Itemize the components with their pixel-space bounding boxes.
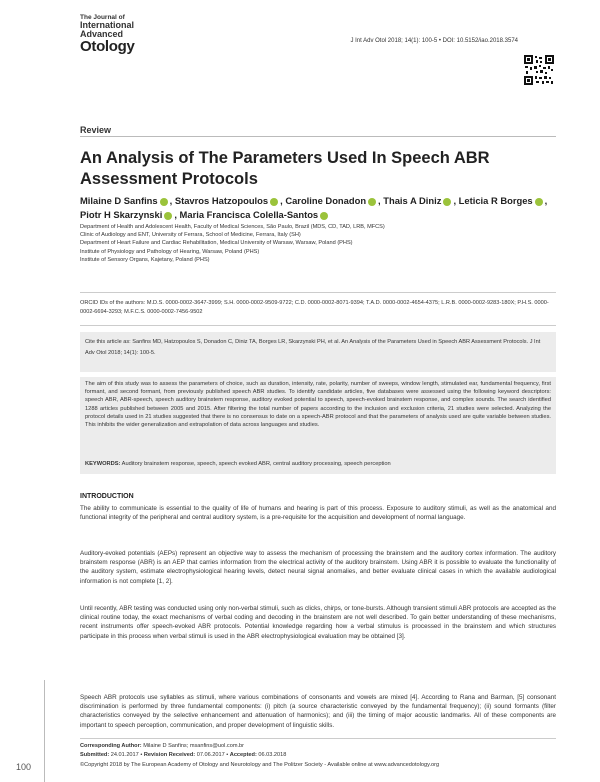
keywords xyxy=(85,461,551,467)
page-number: 100 xyxy=(16,762,32,772)
logo-line3: Advanced xyxy=(80,29,124,39)
margin-rule xyxy=(44,680,45,782)
journal-citation: J Int Adv Otol 2018; 14(1): 100-5 • DOI: 10.5152/iao.2018.3574 xyxy=(350,38,518,44)
footer-divider xyxy=(80,738,556,739)
divider xyxy=(80,292,556,293)
paragraph: The ability to communicate is essential to the quality of life of humans and hearing is part of this process. Exposure to auditory stimuli, as well as the anatomical and functional integrity of the peripheral and central auditory system, is a pre-requisite for the acquisition and development of normal language. xyxy=(80,505,556,522)
author-name: Leticia R Borges xyxy=(458,195,533,206)
author-name: Thais A Diniz xyxy=(383,195,442,206)
logo-line2: International xyxy=(80,20,135,30)
corresponding-author xyxy=(80,742,556,750)
orcid-icon[interactable] xyxy=(443,198,451,206)
author-name: Milaine D Sanfins xyxy=(80,195,158,206)
author-separator: , xyxy=(453,195,459,206)
orcid-ids: ORCID IDs of the authors: M.D.S. 0000-0002-3647-3999; S.H. 0000-0002-9509-9722; C.D. 0000-0002-8071-9394; T.A.D. 0000-0002-4654-4375; L.R.B. 0000-0002-9283-180X; P.H.S. 0000-0002-6694-3293; M.F.C.S. 0000-0002-7456-9502 xyxy=(80,300,549,315)
affiliation-item: Department of Health and Adolescent Health, Faculty of Medical Sciences, São Paulo, Brazil (MDS, CD, TAD, LRB, MFCS) xyxy=(80,224,385,230)
affiliation-item: Institute of Sensory Organs, Kajetany, Poland (PHS) xyxy=(80,256,210,263)
revision-value: 07.06.2017 • xyxy=(195,752,230,758)
orcid-icon[interactable] xyxy=(164,212,172,220)
orcid-icon[interactable] xyxy=(270,198,278,206)
affiliation-item: Institute of Physiology and Pathology of Hearing, Warsaw, Poland (PHS) xyxy=(80,248,260,255)
qr-code-icon[interactable] xyxy=(524,55,554,85)
author-name: Caroline Donadon xyxy=(285,195,367,206)
divider xyxy=(80,325,556,326)
orcid-icon[interactable] xyxy=(320,212,328,220)
accepted-label: Accepted: xyxy=(229,752,257,758)
logo-line4: Otology xyxy=(80,38,135,55)
keywords-list: Auditory brainstem response, speech, speech evoked ABR, central auditory processing, speech perception xyxy=(120,461,391,467)
affiliation-item: Clinic of Audiology and ENT, University of Ferrara, School of Medicine, Ferrara, Italy (SH) xyxy=(80,232,301,239)
orcid-icon[interactable] xyxy=(535,198,543,206)
author-list xyxy=(80,194,550,222)
submitted-label: Submitted: xyxy=(80,752,110,758)
copyright: ©Copyright 2018 by The European Academy of Otology and Neurotology and The Politzer Society - Available online at www.advancedotology.org xyxy=(80,762,440,768)
submitted-value: 24.01.2017 • xyxy=(109,752,144,758)
abstract-text: The aim of this study was to assess the parameters of choice, such as duration, intensity, rate, polarity, number of sweeps, window length, stimulated ear, fundamental frequency, first formant, and second formant, from previously published speech ABR studies. To identify candidate articles, five databases were assessed using the following keyword descriptors: speech ABR, ABR-speech, speech auditory brainstem response, auditory evoked potential to speech, speech-evoked brainstem response, and complex sounds. The search identified 1288 articles published between 2005 and 2015. After filtering the total number of papers according to the inclusion and exclusion criteria, 21 studies were selected. Analyzing the protocol details used in 21 studies suggested that there is no consensus to date on a speech-ABR protocol and that the parameters of analysis used are quite variable between studies. This inhibits the wider generalization and extrapolation of data across languages and studies. xyxy=(85,381,551,429)
orcid-icon[interactable] xyxy=(368,198,376,206)
accepted-value: 06.03.2018 xyxy=(256,752,287,758)
author-name: Stavros Hatzopoulos xyxy=(174,195,269,206)
affiliations xyxy=(80,223,550,264)
paragraph: Until recently, ABR testing was conducted using only non-verbal stimuli, such as clicks, chirps, or tone-bursts. Although transient stimuli ABR protocols are accepted as the clinical routine today, the exact mechanisms of verbal coding and decoding in the brainstem are not well described. To gain better understanding of these mechanisms, recent instruments offer speech-evoked ABR protocols. Potential knowledge regarding how a verbal stimulus is processed in the brainstem and which structures participate in this process when verbal stimuli is used in the ABR electrophysiological evaluation may be obtained [3]. xyxy=(80,605,556,640)
cite-as-text: Cite this article as: Sanfins MD, Hatzopoulos S, Donadon C, Diniz TA, Borges LR, Skarzynski PH, et al. An Analysis of the Parameters Used in Speech ABR Assessment Protocols. J Int Adv Otol 2018; 14(1): 100-5. xyxy=(85,339,541,356)
intro-heading: INTRODUCTION xyxy=(80,493,134,500)
paragraph: Speech ABR protocols use syllables as stimuli, where various combinations of consonants and vowels are mixed [4]. According to Rana and Barman, [5] consonant discrimination is performed by three fundamental components: (i) pitch (a source characteristic conveyed by the fundamental frequency); (ii) sound formants (filter characteristics conveyed by the selective enhancement and attenuation of harmonics); and (iii) the timing of major acoustic landmarks. All of these components are important to speech perception, communication, and proper development of linguistic skills. xyxy=(80,694,556,729)
author-separator: , xyxy=(378,195,384,206)
submission-dates xyxy=(80,751,556,759)
corresponding-label: Corresponding Author: xyxy=(80,743,142,749)
section-divider xyxy=(80,136,556,137)
revision-label: Revision Received: xyxy=(143,752,196,758)
corresponding-value: Milaine D Sanfins; msanfins@uol.com.br xyxy=(141,743,245,749)
author-name: Maria Francisca Colella-Santos xyxy=(179,209,319,220)
paragraph: Auditory-evoked potentials (AEPs) represent an objective way to assess the mechanism of processing the brainstem and the auditory cortex information. The auditory brainstem response (ABR) is an AEP that carries information from the electrical activity of the auditory brainstem. Using ABR it is possible to evaluate the functionality of the auditory system, estimate electrophysiological hearing levels, detect neural signal anomalies, and better evaluate clinical cases in which the available audiological information is not complete [1, 2]. xyxy=(80,550,556,585)
author-name: Piotr H Skarzynski xyxy=(80,209,163,220)
author-separator: , xyxy=(280,195,286,206)
logo-line1: The Journal of xyxy=(80,14,125,21)
author-separator: , xyxy=(169,195,175,206)
affiliation-item: Department of Heart Failure and Cardiac Rehabilitation, Medical University of Warsaw, Warsaw, Poland (PHS) xyxy=(80,240,353,247)
author-separator: , xyxy=(174,209,180,220)
section-label: Review xyxy=(80,125,112,135)
author-separator: , xyxy=(544,195,548,206)
orcid-icon[interactable] xyxy=(160,198,168,206)
journal-logo xyxy=(80,14,150,55)
article-title: An Analysis of The Parameters Used In Speech ABR Assessment Protocols xyxy=(80,149,490,188)
keywords-label: KEYWORDS: xyxy=(85,461,121,467)
